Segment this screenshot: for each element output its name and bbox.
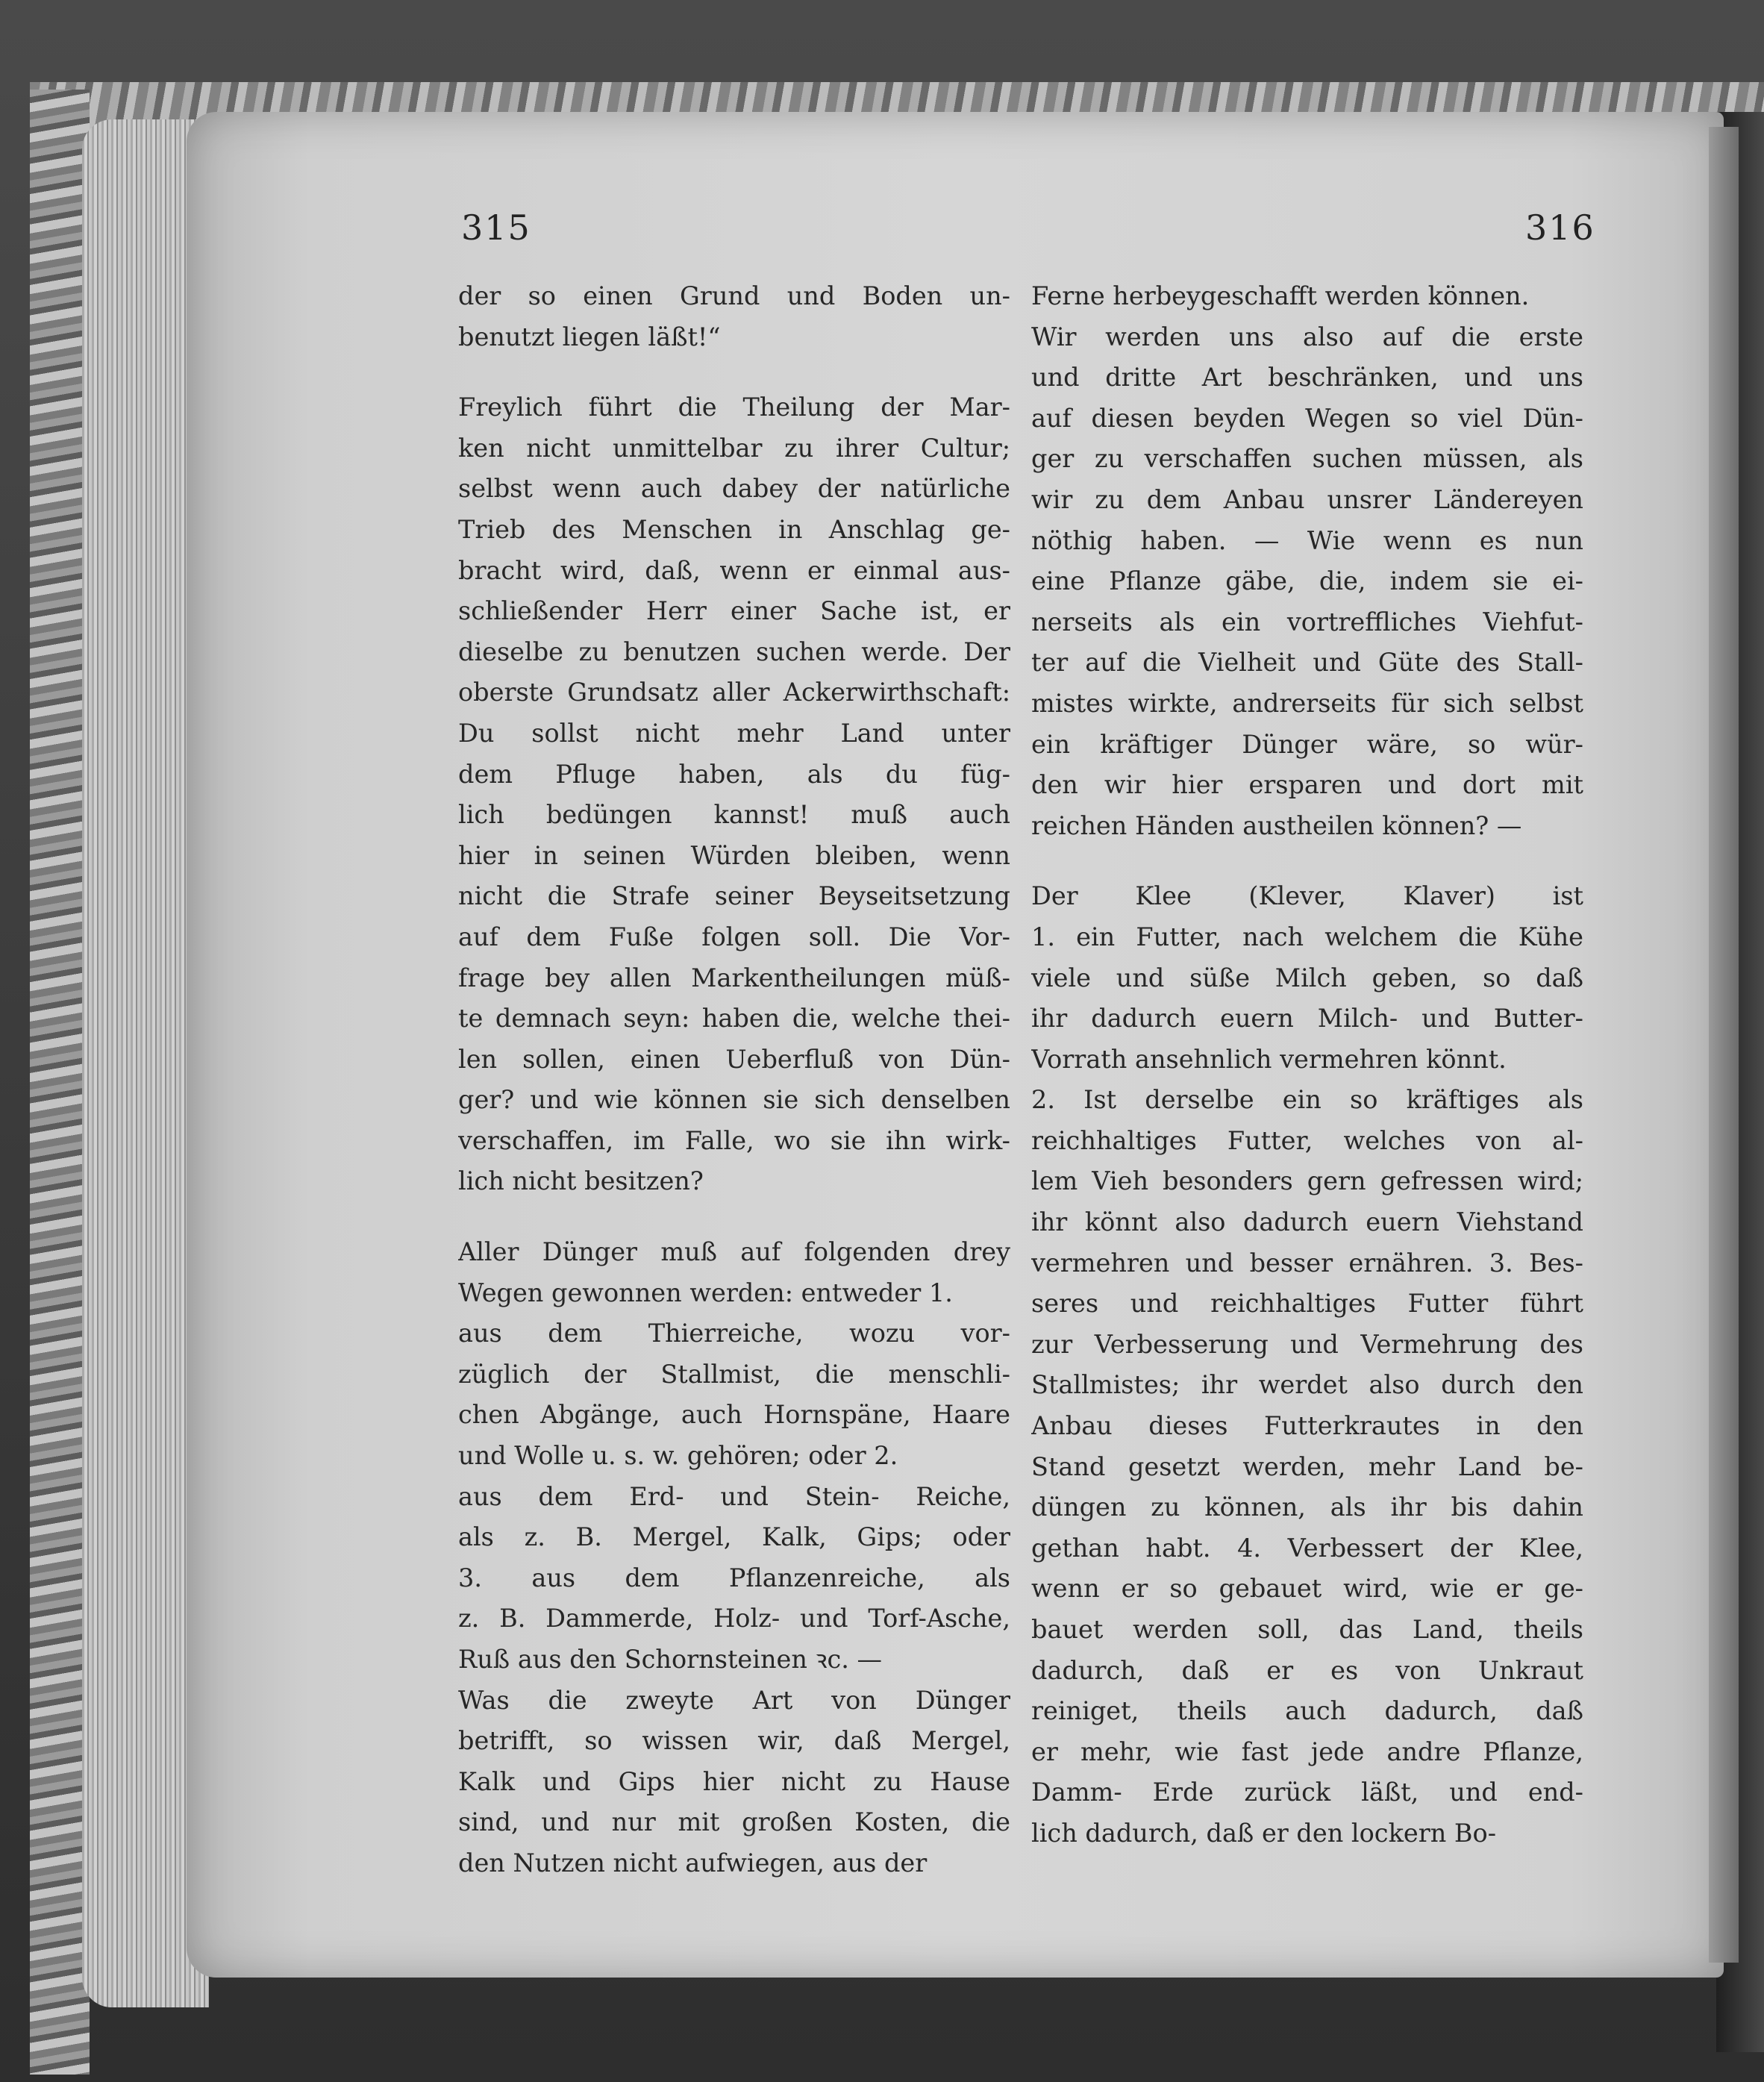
text-line: 3. aus dem Pflanzenreiche, als [458, 1563, 1010, 1592]
text-line: eine Pflanze gäbe, die, indem sie ei- [1031, 566, 1583, 596]
text-line: als z. B. Mergel, Kalk, Gips; oder [458, 1522, 1010, 1552]
text-line: zur Verbesserung und Vermehrung des [1031, 1329, 1583, 1359]
text-line: schließender Herr einer Sache ist, er [458, 596, 1010, 626]
text-line: Freylich führt die Theilung der Mar- [458, 393, 1010, 422]
text-line: nöthig haben. — Wie wenn es nun [1031, 525, 1583, 555]
text-line: ger? und wie können sie sich denselben [458, 1085, 1010, 1115]
text-line: nicht die Strafe seiner Beyseitsetzung [458, 881, 1010, 911]
text-line: Ferne herbeygeschafft werden können. [1031, 281, 1530, 310]
text-line: ger zu verschaffen suchen müssen, als [1031, 444, 1583, 474]
left-page-text [458, 276, 1010, 1884]
text-line: bauet werden soll, das Land, theils [1031, 1615, 1583, 1644]
text-line: aus dem Erd- und Stein- Reiche, [458, 1481, 1010, 1511]
text-line: züglich der Stallmist, die menschli- [458, 1359, 1010, 1389]
text-line: betrifft, so wissen wir, daß Mergel, [458, 1726, 1010, 1756]
text-line: auf dem Fuße folgen soll. Die Vor- [458, 922, 1010, 951]
text-line: Stand gesetzt werden, mehr Land be- [1031, 1451, 1583, 1481]
text-line: Trieb des Menschen in Anschlag ge- [458, 514, 1010, 544]
text-line: oberste Grundsatz aller Ackerwirthschaft: [458, 678, 1010, 707]
text-line: Wegen gewonnen werden: entweder 1. [458, 1278, 953, 1307]
text-line: z. B. Dammerde, Holz- und Torf-Asche, [458, 1604, 1010, 1634]
text-line: lich nicht besitzen? [458, 1166, 704, 1196]
text-line: vermehren und besser ernähren. 3. Bes- [1031, 1248, 1583, 1278]
text-line: chen Abgänge, auch Hornspäne, Haare [458, 1400, 1010, 1430]
text-line: viele und süße Milch geben, so daß [1031, 963, 1583, 992]
text-line: frage bey allen Markentheilungen müß- [458, 963, 1010, 992]
text-line: auf diesen beyden Wegen so viel Dün- [1031, 403, 1583, 433]
paragraph-gap [1031, 846, 1583, 876]
marbled-cover-left [30, 90, 90, 2075]
text-line: Du sollst nicht mehr Land unter [458, 718, 1010, 748]
text-line: den wir hier ersparen und dort mit [1031, 770, 1583, 800]
text-line: ein kräftiger Dünger wäre, so wür- [1031, 729, 1583, 759]
text-line: Ruß aus den Schornsteinen ꝛc. — [458, 1645, 883, 1674]
text-line: den Nutzen nicht aufwiegen, aus der [458, 1848, 928, 1878]
text-line: Wir werden uns also auf die erste [1031, 322, 1583, 351]
text-line: wenn er so gebauet wird, wie er ge- [1031, 1574, 1583, 1604]
paragraph-gap [458, 1202, 1010, 1232]
page-number-left: 315 [461, 207, 531, 248]
text-line: Damm- Erde zurück läßt, und end- [1031, 1778, 1583, 1807]
text-line: Vorrath ansehnlich vermehren könnt. [1031, 1044, 1507, 1074]
text-line: 2. Ist derselbe ein so kräftiges als [1031, 1085, 1583, 1115]
right-page-text [1031, 276, 1583, 1854]
text-line: ihr könnt also dadurch euern Viehstand [1031, 1207, 1583, 1237]
text-line: ken nicht unmittelbar zu ihrer Cultur; [458, 433, 1010, 463]
text-line: nerseits als ein vortreffliches Viehfut- [1031, 607, 1583, 637]
text-line: Kalk und Gips hier nicht zu Hause [458, 1766, 1010, 1796]
text-line: dieselbe zu benutzen suchen werde. Der [458, 637, 1010, 666]
text-line: Stallmistes; ihr werdet also durch den [1031, 1370, 1583, 1400]
text-line: und Wolle u. s. w. gehören; oder 2. [458, 1441, 898, 1471]
text-line: mistes wirkte, andrerseits für sich selbst [1031, 688, 1583, 718]
text-line: aus dem Thierreiche, wozu vor- [458, 1319, 1010, 1348]
text-line: 1. ein Futter, nach welchem die Kühe [1031, 922, 1583, 951]
text-line: lich bedüngen kannst! muß auch [458, 800, 1010, 830]
text-line: lich dadurch, daß er den lockern Bo- [1031, 1818, 1497, 1848]
text-line: dem Pfluge haben, als du füg- [458, 759, 1010, 789]
text-line: der so einen Grund und Boden un- [458, 281, 1010, 310]
text-line: verschaffen, im Falle, wo sie ihn wirk- [458, 1125, 1010, 1155]
text-line: er mehr, wie fast jede andre Pflanze, [1031, 1736, 1583, 1766]
text-line: düngen zu können, als ihr bis dahin [1031, 1492, 1583, 1522]
text-line: reichen Händen austheilen können? — [1031, 810, 1522, 840]
right-page-fold [1709, 127, 1739, 1963]
text-line: Was die zweyte Art von Dünger [458, 1685, 1010, 1715]
text-line: dadurch, daß er es von Unkraut [1031, 1655, 1583, 1685]
paragraph-gap [458, 357, 1010, 387]
text-line: lem Vieh besonders gern gefressen wird; [1031, 1166, 1583, 1196]
text-line: Der Klee (Klever, Klaver) ist [1031, 881, 1583, 911]
text-line: len sollen, einen Ueberfluß von Dün- [458, 1044, 1010, 1074]
text-line: Anbau dieses Futterkrautes in den [1031, 1411, 1583, 1441]
text-line: gethan habt. 4. Verbessert der Klee, [1031, 1533, 1583, 1563]
text-line: selbst wenn auch dabey der natürliche [458, 474, 1010, 504]
text-line: ter auf die Vielheit und Güte des Stall- [1031, 648, 1583, 678]
text-line: und dritte Art beschränken, und uns [1031, 363, 1583, 393]
text-line: Aller Dünger muß auf folgenden drey [458, 1237, 1010, 1267]
text-line: hier in seinen Würden bleiben, wenn [458, 840, 1010, 870]
text-line: reichhaltiges Futter, welches von al- [1031, 1125, 1583, 1155]
text-line: reiniget, theils auch dadurch, daß [1031, 1696, 1583, 1726]
text-line: wir zu dem Anbau unsrer Ländereyen [1031, 484, 1583, 514]
text-line: te demnach seyn: haben die, welche thei- [458, 1004, 1010, 1034]
text-line: ihr dadurch euern Milch- und Butter- [1031, 1004, 1583, 1034]
text-line: bracht wird, daß, wenn er einmal aus- [458, 555, 1010, 585]
text-line: benutzt liegen läßt!“ [458, 322, 721, 351]
page-number-right: 316 [1525, 207, 1595, 248]
text-line: seres und reichhaltiges Futter führt [1031, 1289, 1583, 1319]
text-line: sind, und nur mit großen Kosten, die [458, 1807, 1010, 1837]
